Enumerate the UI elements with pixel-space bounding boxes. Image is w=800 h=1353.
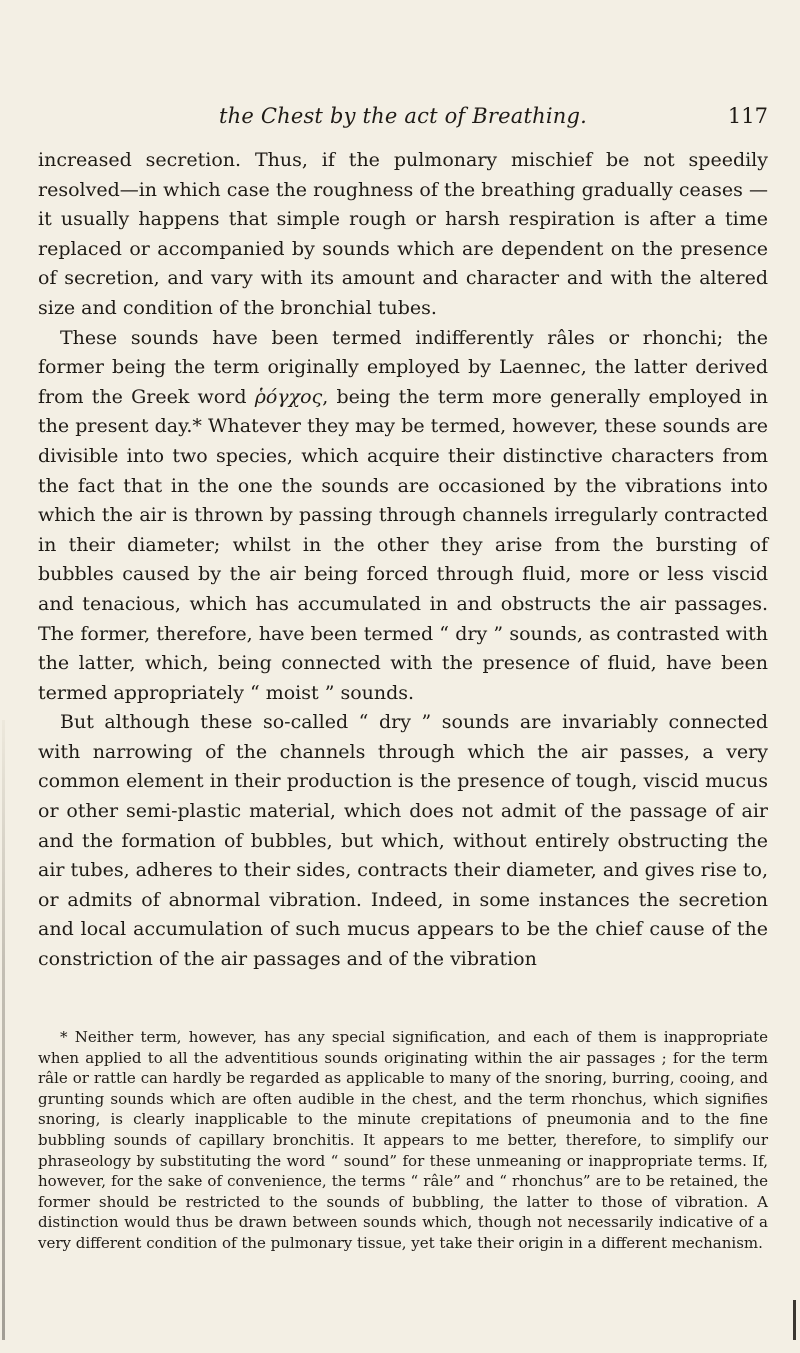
paragraph-2-part-b: , being the term more generally employed in the present day.* Whatever they may be termed, however, these sounds are divisible into two species, which acquire their distinctive characters from the fact that in the one the sounds are occasioned by the vibrations into which the air is thrown by passing through channels irregularly contracted in their diameter; whilst in the other they arise from the bursting of bubbles caused by the air being forced through fluid, more or less viscid and tenacious, which has accumulated in and obstructs the air passages. The former, therefore, have been termed “ dry ” sounds, as contrasted with the latter, which, being connected with the presence of fluid, have been termed appropriately “ moist ” sounds. <box>38 385 768 704</box>
page-header <box>38 104 768 134</box>
page-number: 117 <box>727 104 768 128</box>
page-edge-shadow <box>2 720 5 1340</box>
greek-word: ῥόγχος <box>254 385 323 408</box>
body-text <box>38 146 768 975</box>
page-edge-mark <box>793 1300 796 1340</box>
paragraph-2 <box>38 324 768 709</box>
paragraph-1: increased secretion. Thus, if the pulmonary mischief be not speedily resolved—in which case the roughness of the breathing gradually ceases —it usually happens that simple rough or harsh respiration is after a time replaced or accompanied by sounds which are dependent on the presence of secretion, and vary with its amount and character and with the altered size and condition of the bronchial tubes. <box>38 149 768 319</box>
running-title: the Chest by the act of Breathing. <box>218 104 588 128</box>
footnote: * Neither term, however, has any special signification, and each of them is inappropriate when applied to all the adventitious sounds originating within the air passages ; for the term râle or rattle can hardly be regarded as applicable to many of the snoring, burring, cooing, and grunting sounds which are often audible in the chest, and the term rhonchus, which signifies snoring, is clearly inapplicable to the minute crepitations of pneumonia and to the fine bubbling sounds of capillary bronchitis. It appears to me better, therefore, to simplify our phraseology by substituting the word “ sound” for these unmeaning or inappropriate terms. If, however, for the sake of convenience, the terms “ râle” and “ rhonchus” are to be retained, the former should be restricted to the sounds of bubbling, the latter to those of vibration. A distinction would thus be drawn between sounds which, though not necessarily indicative of a very different condition of the pulmonary tissue, yet take their origin in a different mechanism. <box>38 1028 768 1252</box>
paragraph-2-part-a: These sounds have been termed indifferently râles or rhonchi; the former being the term originally employed by Laennec, the latter derived from the Greek word <box>38 326 768 408</box>
paragraph-3: But although these so-called “ dry ” sounds are invariably connected with narrowing of the channels through which the air passes, a very common element in their production is the presence of tough, viscid mucus or other semi-plastic material, which does not admit of the passage of air and the formation of bubbles, but which, without entirely obstructing the air tubes, adheres to their sides, contracts their diameter, and gives rise to, or admits of abnormal vibration. Indeed, in some instances the secretion and local accumulation of such mucus appears to be the chief cause of the constriction of the air passages and of the vibration <box>38 711 768 971</box>
